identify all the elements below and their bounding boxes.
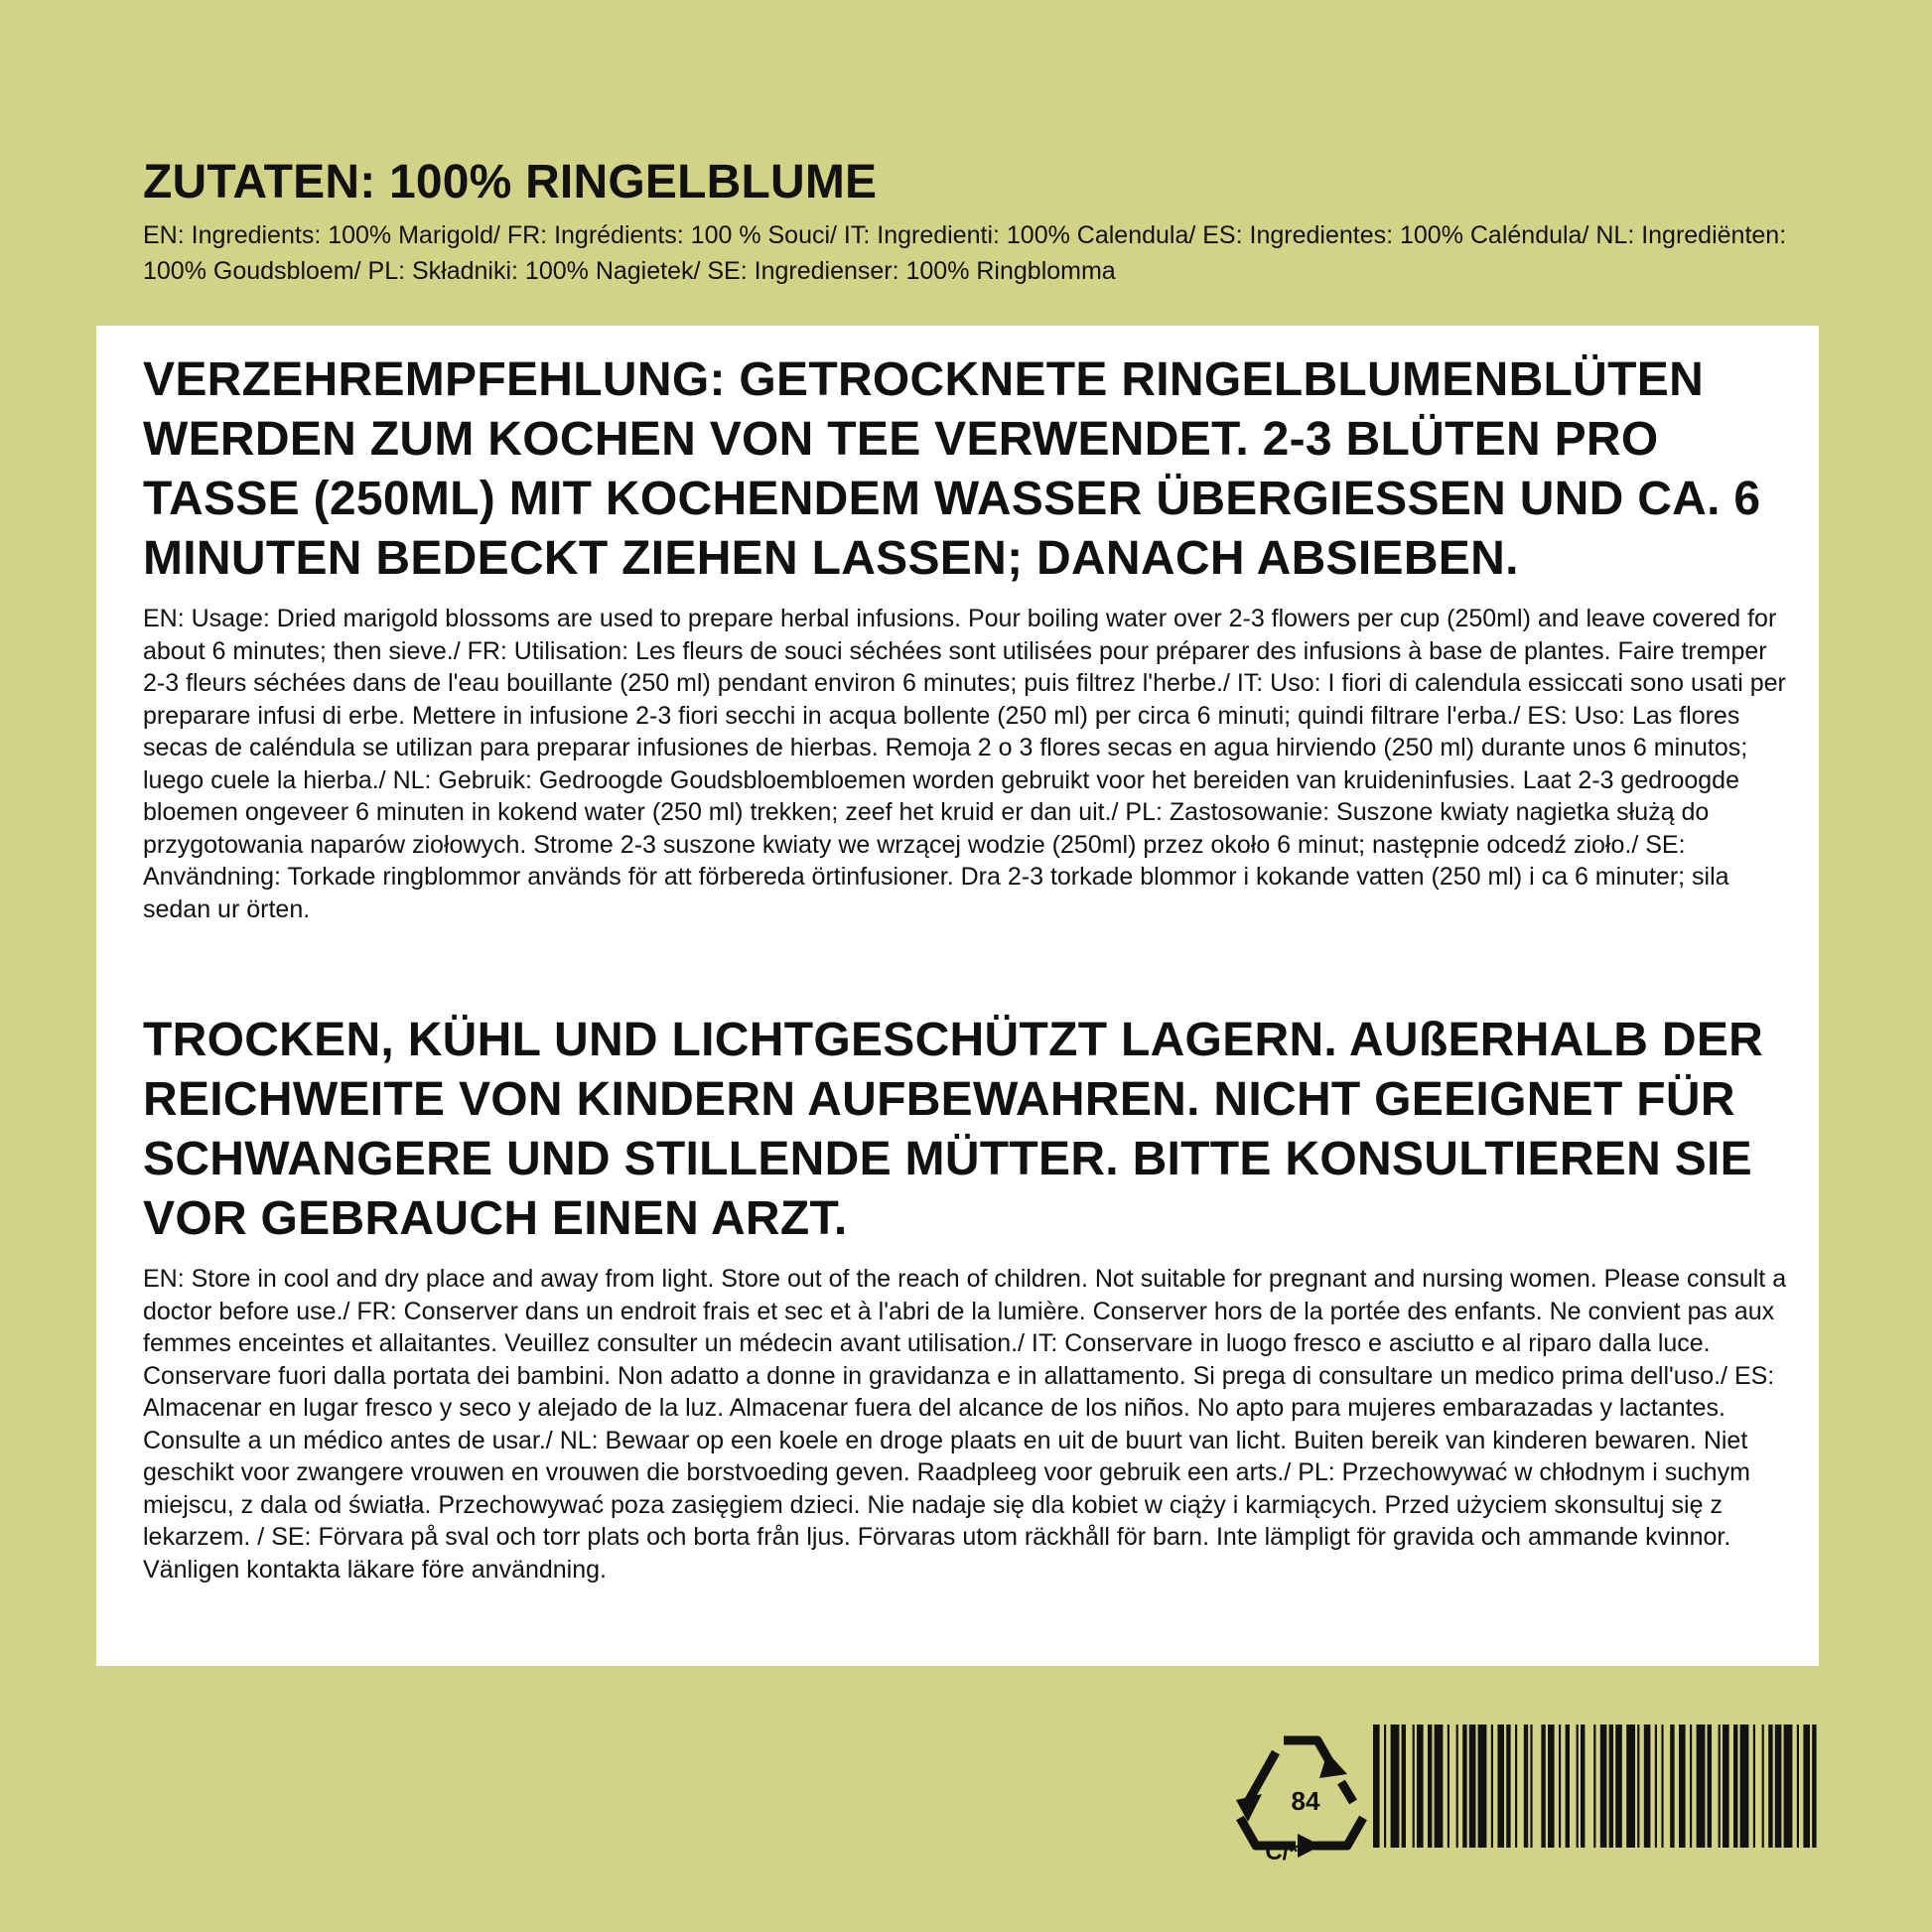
barcode-bar xyxy=(1413,1725,1415,1848)
barcode-bar xyxy=(1577,1725,1579,1848)
barcode-bar xyxy=(1768,1725,1772,1848)
ingredients-translation: EN: Ingredients: 100% Marigold/ FR: Ingrédients: 100 % Souci/ IT: Ingredienti: 100% Calendula/ ES: Ingredientes: 100% Caléndula/ NL: Ingrediënten: 100% Goudsbloem/ PL: Składniki: 100% Nagietek/ SE: Ingredienser: 100% Ringblomma xyxy=(143,221,1787,285)
barcode-bar xyxy=(1708,1725,1712,1848)
ingredients-block xyxy=(143,154,1811,289)
barcode-bar xyxy=(1690,1725,1692,1848)
barcode-bar xyxy=(1428,1725,1432,1848)
recycling-icon xyxy=(1226,1723,1375,1862)
barcode-bar xyxy=(1670,1725,1674,1848)
ingredients-title: ZUTATEN: 100% RINGELBLUME xyxy=(143,156,878,208)
barcode-bar xyxy=(1581,1725,1585,1848)
barcode-bar xyxy=(1391,1725,1400,1848)
barcode-bar xyxy=(1417,1725,1424,1848)
barcode-bar xyxy=(1384,1725,1386,1848)
barcode-bar xyxy=(1541,1725,1545,1848)
storage-section xyxy=(143,1011,1791,1586)
recycling-code: 84 xyxy=(1291,1786,1320,1816)
barcode-bar xyxy=(1637,1725,1639,1848)
barcode-bar xyxy=(1515,1725,1517,1848)
barcode-bar xyxy=(1644,1725,1651,1848)
usage-translation: EN: Usage: Dried marigold blossoms are used to prepare herbal infusions. Pour boiling water over 2-3 flowers per cup (250ml) and leave covered for about 6 minutes; then sieve./ FR: Utilisation: Les fleurs de souci séchées sont utilisées pour préparer des infusions à base de plantes. Faire tremper 2-3 fleurs séchées dans de l'eau bouillante (250 ml) pendant environ 6 minutes; puis filtrez l'herbe./ IT: Uso: I fiori di calendula essiccati sono usati per preparare infusi di erbe. Mettere in infusione 2-3 fiori secchi in acqua bollente (250 ml) per circa 6 minuti; quindi filtrare l'erba./ ES: Uso: Las flores secas de caléndula se utilizan para preparar infusiones de hierbas. Remoja 2 o 3 flores secas en agua hirviendo (250 ml) durante unos 6 minutos; luego cuele la hierba./ NL: Gebruik: Gedroogde Goudsbloembloemen worden gebruikt voor het bereiden van kruideninfusies. Laat 2-3 gedroogde bloemen ongeveer 6 minuten in kokend water (250 ml) trekken; zeef het kruid er dan uit./ PL: Zastosowanie: Suszone kwiaty nagietka służą do przygotowania naparów ziołowych. Strome 2-3 suszone kwiaty we wrzącej wodzie (250ml) przez około 6 minut; następnie odcedź zioło./ SE: Användning: Torkade ringblommor används för att förbereda örtinfusioner. Dra 2-3 torkade blommor i kokande vatten (250 ml) i ca 6 minuter; sila sedan ur örten. xyxy=(143,605,1786,923)
barcode-bar xyxy=(1402,1725,1406,1848)
barcode-bar xyxy=(1812,1725,1816,1848)
barcode-bar xyxy=(1491,1725,1493,1848)
barcode-bar xyxy=(1478,1725,1487,1848)
barcode-bar xyxy=(1609,1725,1613,1848)
barcode-icon xyxy=(1373,1725,1818,1848)
barcode-bar xyxy=(1762,1725,1764,1848)
barcode-bar xyxy=(1697,1725,1706,1848)
barcode-bar xyxy=(1719,1725,1721,1848)
barcode-bar xyxy=(1559,1725,1561,1848)
barcode-bar xyxy=(1506,1725,1510,1848)
barcode-bar xyxy=(1456,1725,1458,1848)
barcode-bar xyxy=(1566,1725,1570,1848)
barcode-bar xyxy=(1626,1725,1635,1848)
barcode-bar xyxy=(1753,1725,1755,1848)
barcode-bar xyxy=(1448,1725,1449,1848)
barcode-bar xyxy=(1679,1725,1686,1848)
barcode-bar xyxy=(1655,1725,1657,1848)
barcode-bar xyxy=(1803,1725,1810,1848)
barcode-bar xyxy=(1548,1725,1555,1848)
usage-section xyxy=(143,350,1791,925)
recycling-material: C/* xyxy=(1265,1839,1299,1862)
barcode-bar xyxy=(1497,1725,1504,1848)
barcode-bar xyxy=(1524,1725,1528,1848)
barcode-bar xyxy=(1373,1725,1380,1848)
barcode-bar xyxy=(1435,1725,1444,1848)
barcode-bar xyxy=(1784,1725,1793,1848)
barcode-bar xyxy=(1593,1725,1595,1848)
storage-translation: EN: Store in cool and dry place and away from light. Store out of the reach of children. Not suitable for pregnant and nursing women. Please consult a doctor before use./ FR: Conserver dans un endroit frais et sec et à l'abri de la lumière. Conserver hors de la portée des enfants. Ne convient pas aux femmes enceintes et allaitantes. Veuillez consulter un médecin avant utilisation./ IT: Conservare in luogo fresco e asciutto e al riparo dalla luce. Conservare fuori dalla portata dei bambini. Non adatto a donne in gravidanza e in allattamento. Si prega di consultare un medico prima dell'uso./ ES: Almacenar en lugar fresco y seco y alejado de la luz. Almacenar fuera del alcance de los niños. No apto para mujeres embarazadas y lactantes. Consulte a un médico antes de usar./ NL: Bewaar op een koele en droge plaats en uit de buurt van licht. Buiten bereik van kinderen bewaren. Niet geschikt voor zwangere vrouwen en vrouwen die borstvoeding geven. Raadpleeg voor gebruik een arts./ PL: Przechowywać w chłodnym i suchym miejscu, z dala od światła. Przechowywać poza zasięgiem dzieci. Nie nadaje się dla kobiet w ciąży i karmiących. Przed użyciem skonsultuj się z lekarzem. / SE: Förvara på sval och torr plats och borta från ljus. Förvaras utom räckhåll för barn. Inte lämpligt för gravida och ammande kvinnor. Vänligen kontakta läkare före användning. xyxy=(143,1265,1787,1584)
barcode-bar xyxy=(1733,1725,1737,1848)
storage-heading: TROCKEN, KÜHL UND LICHTGESCHÜTZT LAGERN. AUßERHALB DER REICHWEITE VON KINDERN AUFBEWAHREN. NICHT GEEIGNET FÜR SCHWANGERE UND STILLENDE MÜTTER. BITTE KONSULTIEREN SIE VOR GEBRAUCH EINEN ARZT. xyxy=(143,1014,1764,1245)
barcode-bar xyxy=(1775,1725,1782,1848)
barcode-bar xyxy=(1462,1725,1466,1848)
usage-heading: VERZEHREMPFEHLUNG: GETROCKNETE RINGELBLUMENBLÜTEN WERDEN ZUM KOCHEN VON TEE VERWENDET. 2-3 BLÜTEN PRO TASSE (250ML) MIT KOCHENDEM WASSER ÜBERGIESSEN UND CA. 6 MINUTEN BEDECKT ZIEHEN LASSEN; DANACH ABSIEBEN. xyxy=(143,353,1761,585)
barcode-bar xyxy=(1469,1725,1476,1848)
barcode-bar xyxy=(1797,1725,1799,1848)
barcode-bar xyxy=(1740,1725,1749,1848)
barcode-bar xyxy=(1615,1725,1622,1848)
barcode-bar xyxy=(1723,1725,1729,1848)
barcode-bar xyxy=(1530,1725,1532,1848)
info-panel xyxy=(96,326,1819,1666)
barcode-bar xyxy=(1600,1725,1607,1848)
barcode-bar xyxy=(1661,1725,1663,1848)
